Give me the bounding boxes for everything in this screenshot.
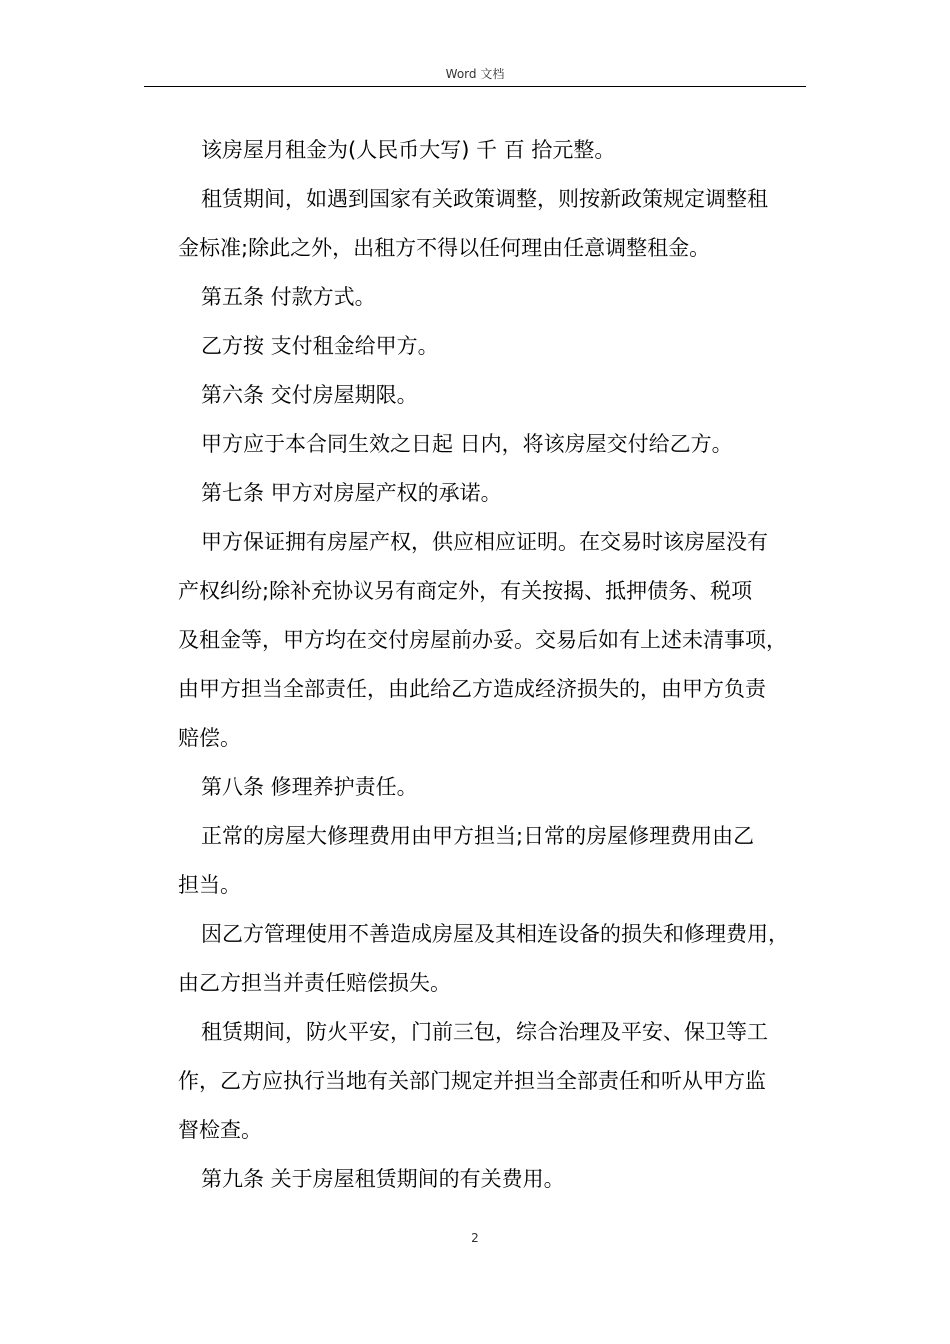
text-line: 租赁期间，如遇到国家有关政策调整，则按新政策规定调整租	[201, 187, 768, 211]
text-line: 由甲方担当全部责任，由此给乙方造成经济损失的，由甲方负责	[178, 677, 766, 701]
text-line: 甲方保证拥有房屋产权，供应相应证明。在交易时该房屋没有	[201, 530, 768, 554]
text-line: 该房屋月租金为(人民币大写) 千 百 拾元整。	[201, 138, 616, 162]
page-number: 2	[471, 1231, 479, 1245]
text-line: 担当。	[178, 873, 241, 897]
text-line: 由乙方担当并责任赔偿损失。	[178, 971, 451, 995]
text-line: 租赁期间，防火平安，门前三包，综合治理及平安、保卫等工	[201, 1020, 768, 1044]
text-line: 及租金等，甲方均在交付房屋前办妥。交易后如有上述未清事项，	[178, 628, 787, 652]
text-line: 第八条 修理养护责任。	[201, 775, 418, 799]
header-divider	[144, 86, 806, 87]
page-header-title: Word 文档	[445, 67, 505, 81]
text-line: 赔偿。	[178, 726, 241, 750]
text-line: 因乙方管理使用不善造成房屋及其相连设备的损失和修理费用，	[201, 922, 789, 946]
text-line: 正常的房屋大修理费用由甲方担当;日常的房屋修理费用由乙	[201, 824, 755, 848]
text-line: 金标准;除此之外，出租方不得以任何理由任意调整租金。	[178, 236, 711, 260]
text-line: 乙方按 支付租金给甲方。	[201, 334, 439, 358]
text-line: 第七条 甲方对房屋产权的承诺。	[201, 481, 502, 505]
text-line: 督检查。	[178, 1118, 262, 1142]
text-line: 第六条 交付房屋期限。	[201, 383, 418, 407]
text-line: 产权纠纷;除补充协议另有商定外，有关按揭、抵押债务、税项	[178, 579, 753, 603]
text-line: 第五条 付款方式。	[201, 285, 376, 309]
text-line: 第九条 关于房屋租赁期间的有关费用。	[201, 1167, 565, 1191]
text-line: 甲方应于本合同生效之日起 日内，将该房屋交付给乙方。	[201, 432, 733, 456]
text-line: 作，乙方应执行当地有关部门规定并担当全部责任和听从甲方监	[178, 1069, 766, 1093]
document-body	[178, 126, 814, 1204]
